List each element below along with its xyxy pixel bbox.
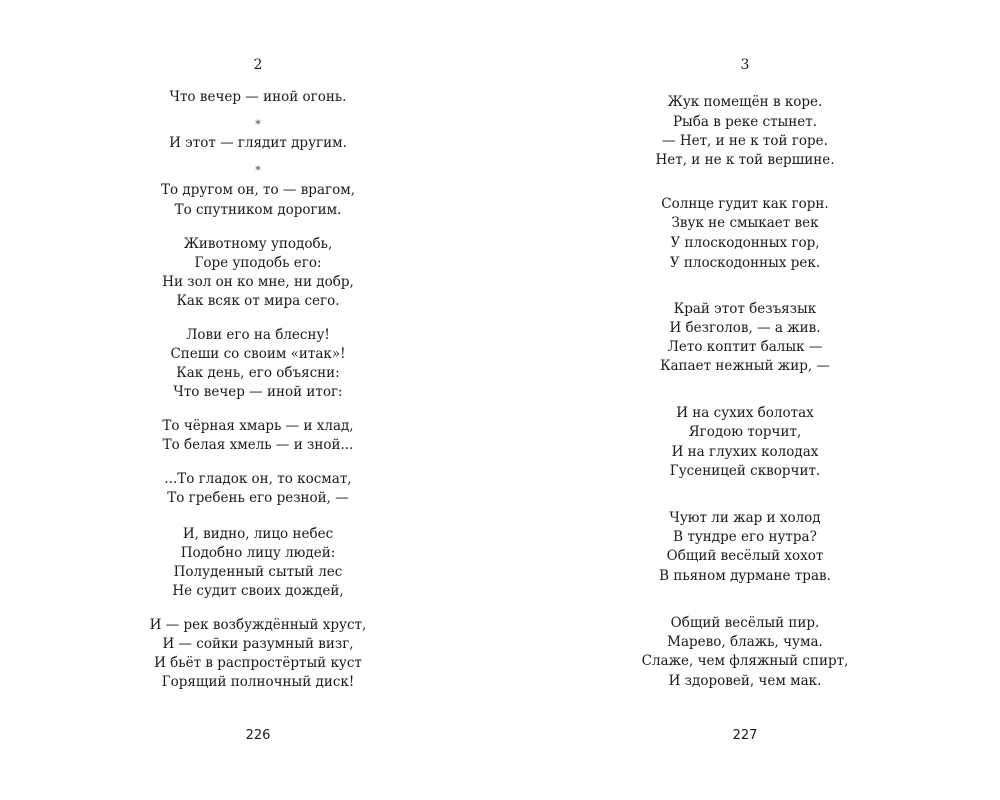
verse-line: Не судит своих дождей,	[172, 583, 344, 599]
verse-line: И на сухих болотах	[676, 405, 814, 421]
verse-line: Лето коптит балык —	[667, 339, 823, 355]
verse-line: И этот — глядит другим.	[169, 135, 347, 151]
verse-line: Солнце гудит как горн.	[661, 196, 829, 212]
verse-line: И — рек возбуждённый хруст,	[149, 617, 367, 633]
verse-line: Как день, его объясни:	[176, 365, 340, 381]
verse-line: То спутником дорогим.	[174, 202, 342, 218]
verse-line: Общий весёлый пир.	[670, 615, 820, 631]
verse-line: Как всяк от мира сего.	[176, 293, 340, 309]
verse-line: Полуденный сытый лес	[173, 564, 343, 580]
verse-line: ...То гладок он, то космат,	[164, 471, 352, 487]
right-page	[500, 0, 1000, 800]
verse-line: Край этот безъязык	[673, 301, 817, 317]
verse-line: Чуют ли жар и холод	[669, 510, 821, 526]
verse-line: Марево, блажь, чума.	[667, 634, 823, 650]
verse-line: И на глухих колодах	[671, 444, 819, 460]
verse-line: Жук помещён в коре.	[667, 94, 823, 110]
asterism: *	[255, 164, 261, 177]
verse-line: Что вечер — иной итог:	[173, 384, 343, 400]
verse-line: В тундре его нутра?	[673, 529, 817, 545]
verse-line: То чёрная хмарь — и хлад,	[162, 418, 354, 434]
verse-line: — Нет, и не к той горе.	[662, 133, 828, 149]
page-number: 227	[732, 728, 758, 743]
verse-line: У плоскодонных рек.	[669, 255, 821, 271]
verse-line: То другом он, то — врагом,	[161, 182, 355, 198]
verse-line: Общий весёлый хохот	[666, 548, 824, 564]
verse-line: Горе уподобь его:	[194, 255, 322, 271]
verse-line: Ни зол он ко мне, ни добр,	[162, 274, 354, 290]
verse-line: То гребень его резной, —	[167, 490, 349, 506]
verse-line: То белая хмель — и зной...	[162, 437, 354, 453]
section-number: 2	[253, 57, 263, 73]
verse-line: Ягодою торчит,	[688, 424, 802, 440]
verse-line: Звук не смыкает век	[671, 215, 819, 231]
verse-line: Капает нежный жир, —	[660, 358, 830, 374]
section-number: 3	[740, 57, 750, 73]
verse-line: Рыба в реке стынет.	[672, 114, 818, 130]
verse-line: Лови его на блесну!	[186, 327, 330, 343]
verse-line: И — сойки разумный визг,	[162, 636, 354, 652]
verse-line: Нет, и не к той вершине.	[655, 152, 835, 168]
verse-line: И здоровей, чем мак.	[668, 673, 822, 689]
verse-line: Горящий полночный диск!	[161, 674, 355, 690]
verse-line: Подобно лицу людей:	[180, 545, 336, 561]
verse-line: Спеши со своим «итак»!	[170, 346, 346, 362]
verse-line: И безголов, — а жив.	[669, 320, 821, 336]
verse-line: Что вечер — иной огонь.	[169, 89, 347, 105]
verse-line: Слаже, чем фляжный спирт,	[641, 653, 849, 669]
page-number: 226	[245, 728, 271, 743]
verse-line: И бьёт в распростёртый куст	[154, 655, 362, 671]
verse-line: В пьяном дурмане трав.	[659, 568, 831, 584]
verse-line: У плоскодонных гор,	[670, 235, 820, 251]
asterism: *	[255, 118, 261, 131]
verse-line: И, видно, лицо небес	[182, 526, 334, 542]
verse-line: Гусеницей скворчит.	[669, 463, 821, 479]
verse-line: Животному уподобь,	[183, 236, 333, 252]
